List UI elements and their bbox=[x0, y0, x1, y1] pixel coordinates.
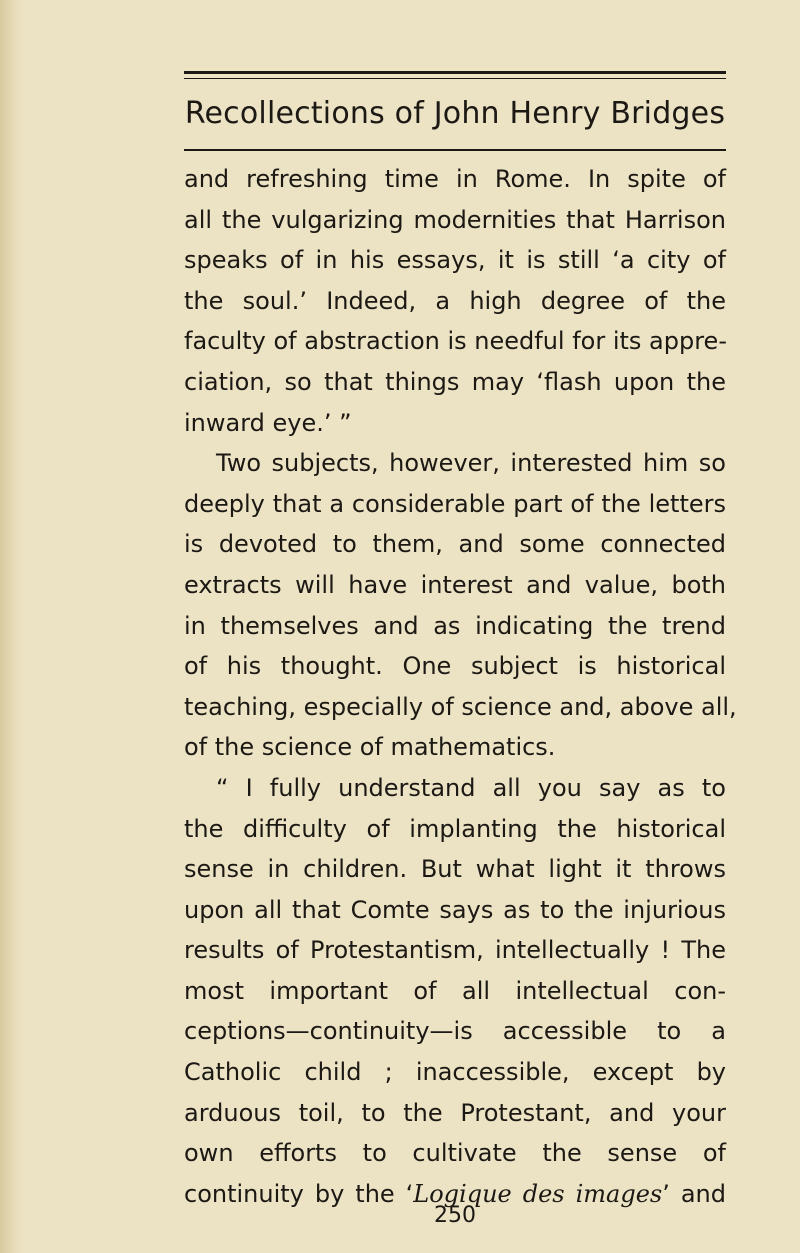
text-line: in themselves and as indicating the trend bbox=[184, 611, 726, 640]
text-line: deeply that a considerable part of the letters bbox=[184, 489, 726, 518]
text-line: sense in children. But what light it throws bbox=[184, 855, 726, 884]
final-line-after: ’ and bbox=[662, 1179, 726, 1208]
page-number: 250 bbox=[434, 1203, 476, 1228]
text-line: of the science of mathematics. bbox=[184, 733, 556, 762]
running-head: Recollections of John Henry Bridges bbox=[184, 96, 726, 131]
text-line: and refreshing time in Rome. In spite of bbox=[184, 165, 726, 193]
text-line: speaks of in his essays, it is still ‘a city of bbox=[184, 246, 726, 275]
text-line: is devoted to them, and some connected bbox=[184, 530, 726, 559]
page-spine-shadow bbox=[0, 0, 22, 1253]
text-line: most important of all intellectual con- bbox=[184, 976, 726, 1005]
text-line: extracts will have interest and value, both bbox=[184, 570, 726, 599]
top-rule-thin bbox=[184, 78, 726, 79]
text-line: teaching, especially of science and, above all, bbox=[184, 692, 737, 721]
text-line: ceptions—continuity—is accessible to a bbox=[184, 1017, 726, 1046]
top-rule-thick bbox=[184, 71, 726, 74]
text-line: of his thought. One subject is historical bbox=[184, 652, 726, 681]
text-line: “ I fully understand all you say as to bbox=[216, 773, 726, 802]
text-line: own efforts to cultivate the sense of bbox=[184, 1139, 726, 1168]
text-line: the difficulty of implanting the historical bbox=[184, 814, 726, 843]
text-line: all the vulgarizing modernities that Harrison bbox=[184, 205, 726, 234]
final-line-before: continuity by the ‘ bbox=[184, 1179, 414, 1208]
text-line: upon all that Comte says as to the injurious bbox=[184, 895, 726, 924]
header-rule bbox=[184, 149, 726, 151]
text-line: Catholic child ; inaccessible, except by bbox=[184, 1058, 726, 1087]
text-line: the soul.’ Indeed, a high degree of the bbox=[184, 286, 726, 315]
text-line: arduous toil, to the Protestant, and your bbox=[184, 1098, 726, 1127]
text-line: results of Protestantism, intellectually ! The bbox=[184, 936, 726, 965]
text-line: inward eye.’ ” bbox=[184, 408, 352, 437]
body-text bbox=[184, 159, 737, 1214]
text-line: Two subjects, however, interested him so bbox=[216, 449, 726, 478]
text-line: faculty of abstraction is needful for its appre- bbox=[184, 327, 727, 356]
text-line: ciation, so that things may ‘flash upon the bbox=[184, 367, 726, 396]
book-title-italic: Logique des images bbox=[413, 1179, 663, 1208]
